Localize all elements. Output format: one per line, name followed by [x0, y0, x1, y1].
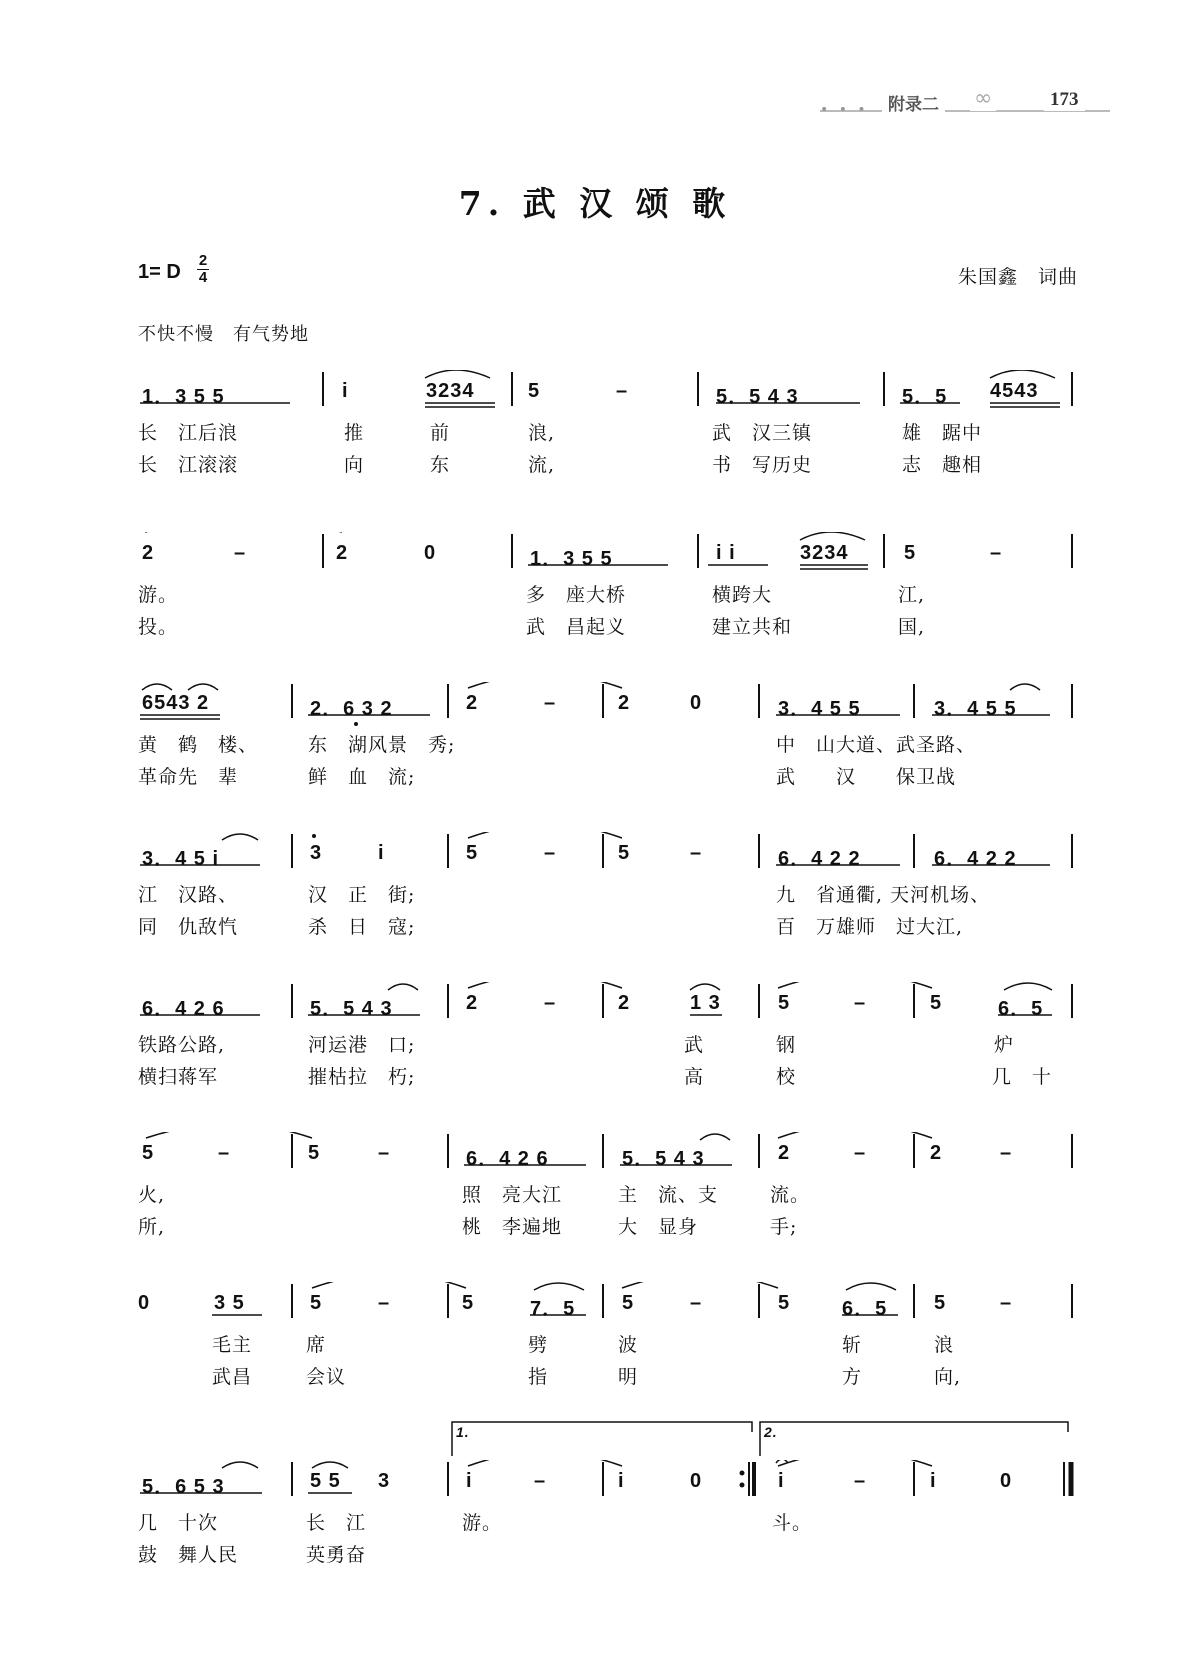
lyric-verse-1: 多 座大桥	[526, 584, 627, 606]
lyric-verse-2: 向	[344, 454, 365, 476]
lyric-verse-1: 江 汉路、	[138, 884, 239, 906]
lyric-verse-1: 劈	[528, 1334, 549, 1356]
measure-notes: 6．4 2 2	[778, 848, 861, 870]
measure-notes: i	[378, 842, 385, 864]
measure-notes: –	[534, 1470, 547, 1492]
measure-notes: –	[616, 380, 629, 402]
lyric-verse-2: 明	[618, 1366, 639, 1388]
meter-bottom: 4	[198, 269, 208, 286]
lyric-verse-2: 高	[684, 1066, 705, 1088]
measure-notes: 2	[618, 692, 631, 714]
measure-notes: 5	[310, 1292, 323, 1314]
lyric-verse-1: 浪,	[528, 422, 556, 444]
lyric-verse-1: 东 湖风景 秀;	[308, 734, 456, 756]
lyric-verse-1: 汉 正 街;	[308, 884, 416, 906]
measure-notes: i i	[716, 542, 736, 564]
lyric-verse-1: 前	[430, 422, 451, 444]
measure-notes: 3．4 5 5	[778, 698, 861, 720]
measure-notes: 5．5	[902, 386, 948, 408]
meter-top: 2	[198, 252, 208, 269]
lyric-verse-2: 东	[430, 454, 451, 476]
lyric-verse-1: 斩	[842, 1334, 863, 1356]
lyric-verse-2: 校	[776, 1066, 797, 1088]
lyric-verse-2: 英勇奋	[306, 1544, 367, 1566]
measure-notes: 2	[142, 542, 155, 564]
measure-notes: 6543 2	[142, 692, 210, 714]
measure-notes: 6．5	[998, 998, 1044, 1020]
lyric-verse-2: 长 江滚滚	[138, 454, 239, 476]
measure-notes: i	[618, 1470, 625, 1492]
lyric-verse-1: 游。	[462, 1512, 503, 1534]
measure-notes: 5 5	[310, 1470, 341, 1492]
lyric-verse-1: 主 流、支	[618, 1184, 719, 1206]
measure-notes: 5	[308, 1142, 321, 1164]
lyric-verse-2: 武昌	[212, 1366, 253, 1388]
measure-notes: –	[1000, 1142, 1013, 1164]
measure-notes: 5	[528, 380, 541, 402]
measure-notes: 5	[142, 1142, 155, 1164]
measure-notes: 0	[690, 692, 703, 714]
lyric-verse-1: 炉	[994, 1034, 1015, 1056]
lyric-verse-1: 火,	[138, 1184, 166, 1206]
lyric-verse-2: 方	[842, 1366, 863, 1388]
lyric-verse-2: 鼓 舞人民	[138, 1544, 239, 1566]
measure-notes: 6．4 2 6	[142, 998, 225, 1020]
lyric-verse-2: 武 汉 保卫战	[776, 766, 957, 788]
measure-notes: 1．3 5 5	[530, 548, 613, 570]
lyric-verse-1: 长 江	[306, 1512, 367, 1534]
lyric-verse-2: 手;	[770, 1216, 798, 1238]
measure-notes: 3．4 5 5	[934, 698, 1017, 720]
measure-notes: –	[544, 692, 557, 714]
measure-notes: 5．5 4 3	[310, 998, 393, 1020]
measure-notes: i	[466, 1470, 473, 1492]
ornament-icon: ∞	[970, 86, 996, 111]
lyric-verse-2: 几 十	[992, 1066, 1053, 1088]
measure-notes: –	[690, 842, 703, 864]
lyric-verse-2: 书 写历史	[712, 454, 813, 476]
lyric-verse-2: 横扫蒋军	[138, 1066, 219, 1088]
measure-notes: 0	[1000, 1470, 1013, 1492]
notation-line	[0, 832, 1190, 876]
notation-line	[0, 370, 1190, 414]
lyric-verse-2: 桃 李遍地	[462, 1216, 563, 1238]
lyric-verse-1: 河运港 口;	[308, 1034, 416, 1056]
lyric-verse-2: 向,	[934, 1366, 962, 1388]
lyric-verse-1: 武 汉三镇	[712, 422, 813, 444]
measure-notes: 3234	[800, 542, 849, 564]
measure-notes: 5	[622, 1292, 635, 1314]
measure-notes: 2	[466, 692, 479, 714]
lyric-verse-1: 毛主	[212, 1334, 253, 1356]
measure-notes: 5	[934, 1292, 947, 1314]
lyric-verse-1: 波	[618, 1334, 639, 1356]
measure-notes: 5	[778, 1292, 791, 1314]
notation-line	[0, 982, 1190, 1026]
measure-notes: –	[544, 992, 557, 1014]
lyric-verse-2: 同 仇敌忾	[138, 916, 239, 938]
measure-notes: i	[342, 380, 349, 402]
measure-notes: 6．4 2 2	[934, 848, 1017, 870]
measure-notes: –	[990, 542, 1003, 564]
lyric-verse-2: 建立共和	[712, 616, 793, 638]
measure-notes: –	[1000, 1292, 1013, 1314]
lyric-verse-1: 长 江后浪	[138, 422, 239, 444]
measure-notes: 5	[618, 842, 631, 864]
volta-2-label: 2.	[764, 1424, 778, 1440]
measure-notes: 6．5	[842, 1298, 888, 1320]
lyric-verse-1: 推	[344, 422, 365, 444]
measure-notes: 5	[930, 992, 943, 1014]
measure-notes: 7．5	[530, 1298, 576, 1320]
measure-notes: 4543	[990, 380, 1039, 402]
author-credit: 朱国鑫 词曲	[957, 266, 1078, 288]
header-dots: • • •	[820, 102, 869, 118]
lyric-verse-2: 百 万雄师 过大江,	[776, 916, 964, 938]
measure-notes: 1．3 5 5	[142, 386, 225, 408]
lyric-verse-2: 国,	[898, 616, 926, 638]
measure-notes: 3234	[426, 380, 475, 402]
notation-line	[0, 682, 1190, 726]
measure-notes: 5．6 5 3	[142, 1476, 225, 1498]
measure-notes: –	[544, 842, 557, 864]
measure-notes: –	[854, 1142, 867, 1164]
lyric-verse-2: 志 趣相	[902, 454, 983, 476]
measure-notes: 2	[778, 1142, 791, 1164]
lyric-verse-2: 大 显身	[618, 1216, 699, 1238]
lyric-verse-1: 游。	[138, 584, 179, 606]
measure-notes: 2	[930, 1142, 943, 1164]
measure-notes: –	[854, 992, 867, 1014]
notation-line	[0, 1282, 1190, 1326]
measure-notes: –	[218, 1142, 231, 1164]
volta-1-label: 1.	[456, 1424, 470, 1440]
measure-notes: 5	[904, 542, 917, 564]
lyric-verse-1: 九 省通衢, 天河机场、	[776, 884, 991, 906]
lyric-verse-2: 革命先 辈	[138, 766, 239, 788]
measure-notes: –	[234, 542, 247, 564]
measure-notes: –	[378, 1142, 391, 1164]
measure-notes: 3	[378, 1470, 391, 1492]
lyric-verse-2: 会议	[306, 1366, 347, 1388]
notation-line	[0, 532, 1190, 576]
lyric-verse-2: 杀 日 寇;	[308, 916, 416, 938]
lyric-verse-1: 照 亮大江	[462, 1184, 563, 1206]
measure-notes: i	[778, 1470, 785, 1492]
lyric-verse-2: 所,	[138, 1216, 166, 1238]
lyric-verse-2: 武 昌起义	[526, 616, 627, 638]
running-header	[820, 88, 1110, 118]
measure-notes: –	[690, 1292, 703, 1314]
measure-notes: 0	[424, 542, 437, 564]
tempo-marking: 不快不慢 有气势地	[138, 324, 309, 345]
song-title: 7. 武 汉 颂 歌	[458, 184, 732, 223]
measure-notes: 1 3	[690, 992, 721, 1014]
lyric-verse-1: 铁路公路,	[138, 1034, 226, 1056]
measure-notes: 3	[310, 842, 323, 864]
time-signature	[197, 253, 209, 286]
lyric-verse-1: 斗。	[772, 1512, 813, 1534]
measure-notes: 5	[778, 992, 791, 1014]
measure-notes: –	[854, 1470, 867, 1492]
lyric-verse-1: 黄 鹤 楼、	[138, 734, 259, 756]
lyric-verse-1: 武	[684, 1034, 705, 1056]
measure-notes: 0	[690, 1470, 703, 1492]
lyric-verse-2: 投。	[138, 616, 179, 638]
page-number: 173	[1044, 89, 1085, 111]
lyric-verse-1: 江,	[898, 584, 926, 606]
lyric-verse-1: 雄 踞中	[902, 422, 983, 444]
lyric-verse-1: 浪	[934, 1334, 955, 1356]
header-section: 附录二	[882, 90, 945, 115]
lyric-verse-1: 钢	[776, 1034, 797, 1056]
measure-notes: 2	[466, 992, 479, 1014]
lyric-verse-1: 流。	[770, 1184, 811, 1206]
notation-line	[0, 1132, 1190, 1176]
notation-line	[0, 1460, 1190, 1504]
key-signature: 1= D	[138, 261, 181, 283]
measure-notes: 0	[138, 1292, 151, 1314]
lyric-verse-1: 几 十次	[138, 1512, 219, 1534]
lyric-verse-1: 席	[306, 1334, 327, 1356]
volta-brackets	[0, 1418, 1190, 1458]
measure-notes: 5．5 4 3	[716, 386, 799, 408]
measure-notes: 3．4 5 i	[142, 848, 220, 870]
lyric-verse-2: 流,	[528, 454, 556, 476]
measure-notes: 2	[618, 992, 631, 1014]
lyric-verse-1: 横跨大	[712, 584, 773, 606]
measure-notes: 6．4 2 6	[466, 1148, 549, 1170]
measure-notes: 3 5	[214, 1292, 245, 1314]
measure-notes: 2．6 3 2	[310, 698, 393, 720]
measure-notes: 2	[336, 542, 349, 564]
lyric-verse-2: 指	[528, 1366, 549, 1388]
measure-notes: i	[930, 1470, 937, 1492]
lyric-verse-2: 摧枯拉 朽;	[308, 1066, 416, 1088]
measure-notes: 5	[462, 1292, 475, 1314]
lyric-verse-1: 中 山大道、武圣路、	[776, 734, 977, 756]
measure-notes: 5	[466, 842, 479, 864]
measure-notes: –	[378, 1292, 391, 1314]
lyric-verse-2: 鲜 血 流;	[308, 766, 416, 788]
measure-notes: 5．5 4 3	[622, 1148, 705, 1170]
